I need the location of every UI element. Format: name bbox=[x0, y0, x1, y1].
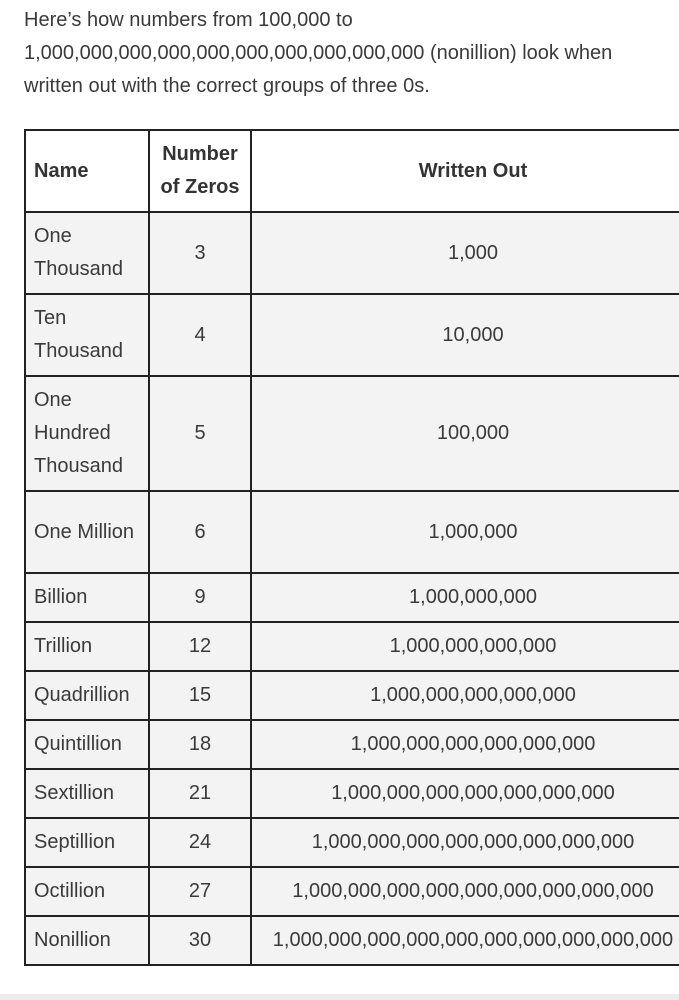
table-row bbox=[25, 622, 679, 671]
row-zeros: 30 bbox=[149, 916, 251, 965]
row-zeros: 21 bbox=[149, 769, 251, 818]
header-number-of-zeros: Number of Zeros bbox=[149, 130, 251, 212]
table-row bbox=[25, 491, 679, 573]
table-row bbox=[25, 769, 679, 818]
row-name: Sextillion bbox=[25, 769, 149, 818]
row-name: Billion bbox=[25, 573, 149, 622]
row-zeros: 27 bbox=[149, 867, 251, 916]
table-row bbox=[25, 867, 679, 916]
row-name: Octillion bbox=[25, 867, 149, 916]
row-written-out: 1,000,000,000,000 bbox=[251, 622, 679, 671]
table-row bbox=[25, 294, 679, 376]
row-written-out: 100,000 bbox=[251, 376, 679, 491]
row-written-out: 1,000,000,000,000,000,000,000,000,000 bbox=[251, 867, 679, 916]
row-name: Ten Thousand bbox=[25, 294, 149, 376]
header-name: Name bbox=[25, 130, 149, 212]
row-zeros: 9 bbox=[149, 573, 251, 622]
header-written-out: Written Out bbox=[251, 130, 679, 212]
table-header-row bbox=[25, 130, 679, 212]
table-row bbox=[25, 818, 679, 867]
row-zeros: 6 bbox=[149, 491, 251, 573]
row-zeros: 12 bbox=[149, 622, 251, 671]
row-zeros: 18 bbox=[149, 720, 251, 769]
table-row bbox=[25, 212, 679, 294]
table-row bbox=[25, 573, 679, 622]
row-written-out: 1,000,000,000,000,000,000,000,000 bbox=[251, 818, 679, 867]
row-name: Trillion bbox=[25, 622, 149, 671]
row-written-out: 1,000,000,000,000,000,000,000,000,000,000 bbox=[251, 916, 679, 965]
row-name: Quintillion bbox=[25, 720, 149, 769]
table-row bbox=[25, 720, 679, 769]
row-written-out: 1,000,000,000 bbox=[251, 573, 679, 622]
row-written-out: 1,000,000,000,000,000,000,000 bbox=[251, 769, 679, 818]
intro-paragraph: Here’s how numbers from 100,000 to 1,000,000,000,000,000,000,000,000,000,000 (nonillion) look when written out with the correct groups of three 0s. bbox=[24, 9, 613, 97]
row-zeros: 3 bbox=[149, 212, 251, 294]
row-zeros: 24 bbox=[149, 818, 251, 867]
row-written-out: 1,000,000,000,000,000 bbox=[251, 671, 679, 720]
table-row bbox=[25, 671, 679, 720]
row-zeros: 4 bbox=[149, 294, 251, 376]
bottom-divider bbox=[0, 994, 679, 1000]
row-written-out: 1,000,000 bbox=[251, 491, 679, 573]
row-name: One Million bbox=[25, 491, 149, 573]
row-written-out: 1,000 bbox=[251, 212, 679, 294]
table-row bbox=[25, 376, 679, 491]
table-row bbox=[25, 916, 679, 965]
row-written-out: 1,000,000,000,000,000,000 bbox=[251, 720, 679, 769]
row-name: Nonillion bbox=[25, 916, 149, 965]
row-name: Septillion bbox=[25, 818, 149, 867]
number-names-table bbox=[24, 129, 679, 966]
row-zeros: 15 bbox=[149, 671, 251, 720]
row-name: Quadrillion bbox=[25, 671, 149, 720]
row-zeros: 5 bbox=[149, 376, 251, 491]
row-written-out: 10,000 bbox=[251, 294, 679, 376]
row-name: One Thousand bbox=[25, 212, 149, 294]
row-name: One Hundred Thousand bbox=[25, 376, 149, 491]
